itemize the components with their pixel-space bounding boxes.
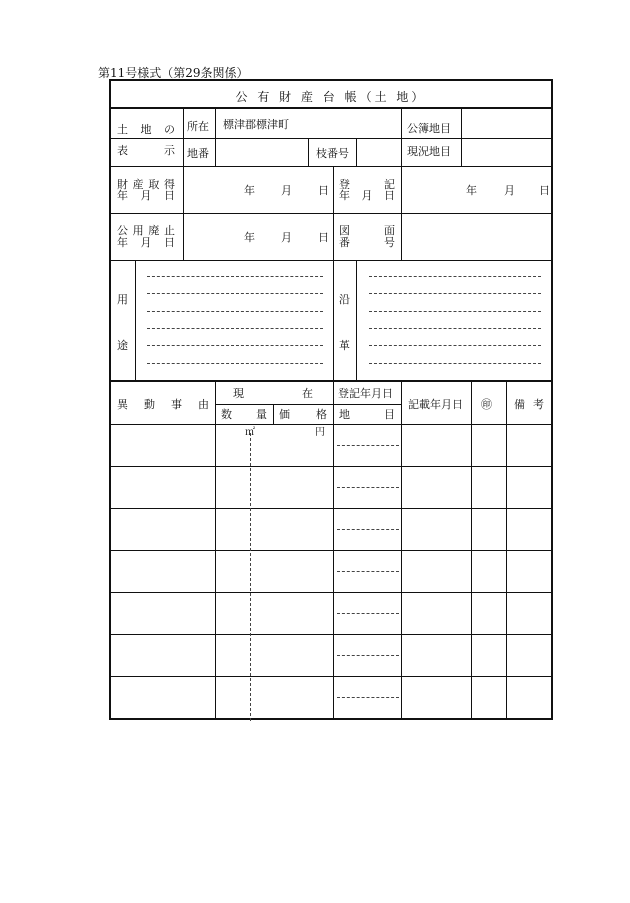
land-label-line2: 表 示 — [117, 144, 175, 157]
abolition-month-unit: 月 — [281, 231, 292, 244]
rule — [356, 260, 357, 380]
history-writing-line — [369, 345, 541, 346]
history-label-char1: 沿 — [339, 293, 350, 306]
seal-header: ㊞ — [481, 398, 492, 411]
usage-writing-line — [147, 311, 323, 312]
rule — [333, 404, 401, 405]
rule — [401, 166, 402, 260]
history-writing-line — [369, 276, 541, 277]
usage-writing-line — [147, 293, 323, 294]
property-ledger-form — [109, 79, 553, 720]
rule — [333, 260, 334, 380]
table-row-divider — [111, 592, 551, 593]
acquisition-label-line2: 年 月 日 — [117, 189, 175, 202]
map-number-label-line2: 番 号 — [339, 236, 395, 249]
abolition-day-unit: 日 — [318, 231, 329, 244]
acquisition-day-unit: 日 — [318, 184, 329, 197]
usage-writing-line — [147, 345, 323, 346]
registration-label-line1: 登 記 — [339, 178, 395, 191]
rule — [215, 380, 216, 720]
rule — [333, 380, 334, 720]
history-writing-line — [369, 311, 541, 312]
category-writing-line — [337, 613, 399, 614]
registration-label-line2: 年 月 日 — [339, 189, 395, 202]
category-writing-line — [337, 445, 399, 446]
history-writing-line — [369, 363, 541, 364]
land-label-line1: 土 地 の — [117, 123, 175, 136]
history-label-char2: 革 — [339, 339, 350, 352]
registration-year-unit: 年 — [466, 184, 477, 197]
quantity-header: 数 量 — [221, 408, 267, 421]
land-category-header: 地 目 — [339, 408, 395, 421]
yen-unit: 円 — [315, 427, 325, 438]
rule — [401, 138, 551, 139]
area-unit: ㎡ — [245, 427, 255, 438]
category-writing-line — [337, 571, 399, 572]
usage-label-char1: 用 — [117, 293, 128, 306]
category-writing-line — [337, 529, 399, 530]
category-writing-line — [337, 487, 399, 488]
acquisition-label-line1: 財 産 取 得 — [117, 178, 175, 191]
rule — [111, 166, 551, 167]
rule — [308, 138, 309, 166]
usage-writing-line — [147, 363, 323, 364]
lot-number-label: 地番 — [187, 147, 209, 160]
table-row-divider — [111, 550, 551, 551]
table-row-divider — [111, 466, 551, 467]
rule — [111, 260, 551, 261]
rule — [471, 380, 472, 720]
rule — [215, 107, 216, 166]
category-writing-line — [337, 697, 399, 698]
remarks-header: 備 考 — [514, 398, 544, 411]
table-row-divider — [111, 676, 551, 677]
location-value: 標津郡標津町 — [223, 118, 289, 131]
form-caption: 第11号様式（第29条関係） — [98, 66, 249, 80]
price-header: 価 格 — [279, 408, 327, 421]
rule — [333, 166, 334, 260]
rule — [356, 138, 357, 166]
form-title: 公 有 財 産 台 帳（土 地） — [235, 90, 427, 104]
rule — [506, 380, 507, 720]
table-row-divider — [111, 508, 551, 509]
rule — [111, 138, 401, 139]
category-writing-line — [337, 655, 399, 656]
rule — [111, 213, 551, 214]
registry-category-label: 公簿地目 — [407, 122, 451, 135]
history-writing-line — [369, 293, 541, 294]
registration-day-unit: 日 — [539, 184, 550, 197]
rule — [401, 380, 402, 720]
usage-label-char2: 途 — [117, 339, 128, 352]
abolition-year-unit: 年 — [244, 231, 255, 244]
abolition-label-line2: 年 月 日 — [117, 236, 175, 249]
quantity-decimal-rule — [250, 433, 251, 721]
rule — [183, 107, 184, 166]
rule — [135, 260, 136, 380]
rule — [183, 166, 184, 260]
location-label: 所在 — [187, 120, 209, 133]
table-row-divider — [111, 634, 551, 635]
entry-date-header: 記載年月日 — [408, 398, 463, 411]
branch-number-label: 枝番号 — [316, 147, 349, 160]
map-number-label-line1: 図 面 — [339, 224, 395, 237]
current-header: 現 在 — [233, 387, 313, 400]
acquisition-month-unit: 月 — [281, 184, 292, 197]
rule — [401, 107, 402, 166]
rule — [461, 107, 462, 166]
history-writing-line — [369, 328, 541, 329]
usage-writing-line — [147, 328, 323, 329]
rule — [273, 404, 274, 424]
registration-date-header: 登記年月日 — [338, 387, 393, 400]
rule — [111, 380, 551, 382]
usage-writing-line — [147, 276, 323, 277]
abolition-label-line1: 公 用 廃 止 — [117, 224, 175, 237]
rule — [111, 424, 551, 425]
change-reason-header: 異 動 事 由 — [117, 398, 209, 411]
registration-month-unit: 月 — [504, 184, 515, 197]
acquisition-year-unit: 年 — [244, 184, 255, 197]
title-underline — [111, 107, 551, 109]
current-category-label: 現況地目 — [407, 145, 451, 158]
